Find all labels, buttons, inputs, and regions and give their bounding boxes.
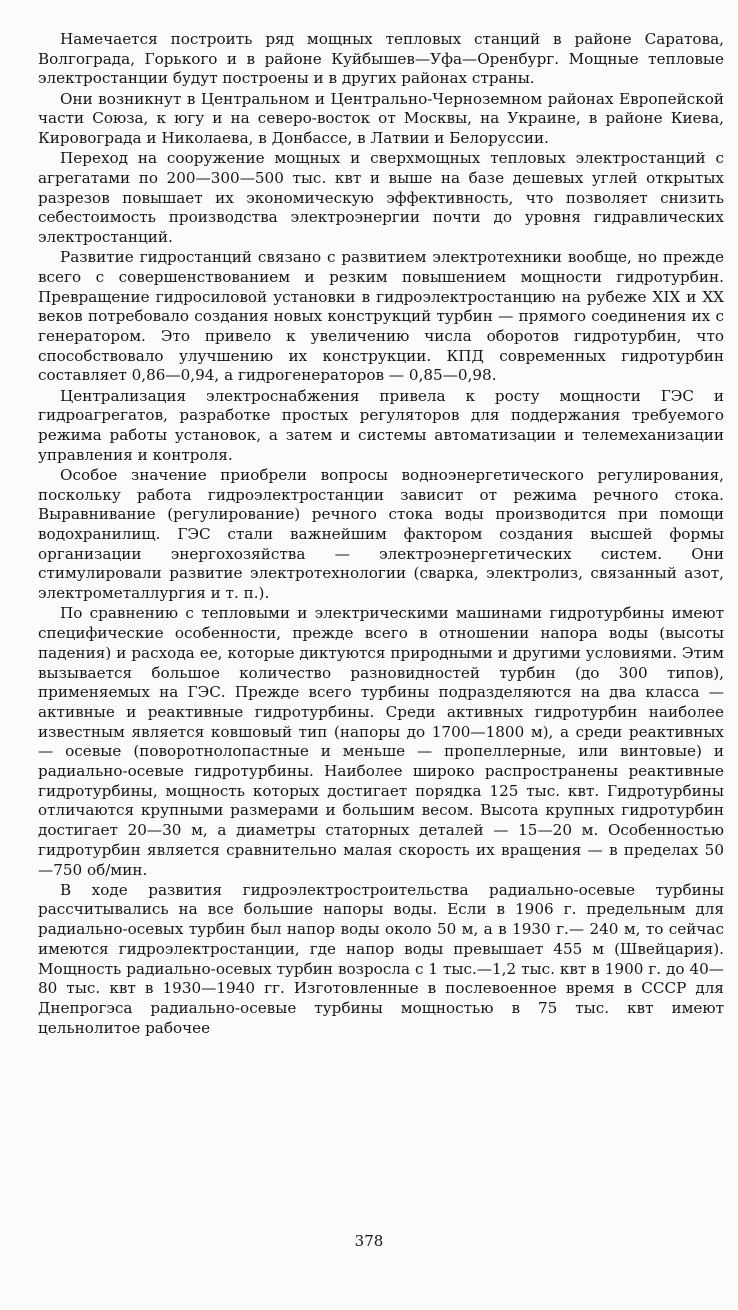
page-number: 378 [354,1232,384,1250]
paragraph-thermal-stations-plan: Намечается построить ряд мощных тепловых станций в районе Саратова, Волгограда, Горького и в районе Куйбышев—Уфа—Оренбург. Мощные тепловые электростанции будут построены и в других районах страны. [38,30,724,88]
paragraph-thermal-stations-regions: Они возникнут в Центральном и Центрально-Черноземном районах Европейской части Союза, к югу и на северо-восток от Москвы, на Украине, в районе Киева, Кировограда и Николаева, в Донбассе, в Латвии и Белоруссии. [38,89,724,148]
page-body [38,30,724,1038]
paragraph-hydro-turbine-development: Развитие гидростанций связано с развитием электротехники вообще, но прежде всего с совершенствованием и резким повышением мощности гидротурбин. Превращение гидросиловой установки в гидроэлектростанцию на рубеже XIX и XX веков потребовало создания новых конструкций турбин — прямого соединения их с генератором. Это привело к увеличению числа оборотов гидротурбин, что способствовало улучшению их конструкции. КПД современных гидротурбин составляет 0,86—0,94, а гидрогенераторов — 0,85—0,98. [38,248,724,385]
paragraph-superpower-stations: Переход на сооружение мощных и сверхмощных тепловых электростанций с агрегатами по 200—300—500 тыс. квт и выше на базе дешевых углей открытых разрезов повышает их экономическую эффективность, что позволяет снизить себестоимость производства электроэнергии почти до уровня гидравлических электростанций. [38,149,724,247]
paragraph-radial-axial-turbines: В ходе развития гидроэлектростроительства радиально-осевые турбины рассчитывались на все большие напоры воды. Если в 1906 г. предельным для радиально-осевых турбин был напор воды около 50 м, а в 1930 г.— 240 м, то сейчас имеются гидроэлектростанции, где напор воды превышает 455 м (Швейцария). Мощность радиально-осевых турбин возросла с 1 тыс.—1,2 тыс. квт в 1900 г. до 40—80 тыс. квт в 1930—1940 гг. Изготовленные в послевоенное время в СССР для Днепрогэса радиально-осевые турбины мощностью в 75 тыс. квт имеют цельнолитое рабочее [38,880,724,1037]
paragraph-water-regulation: Особое значение приобрели вопросы водноэнергетического регулирования, поскольку работа гидроэлектростанции зависит от режима речного стока. Выравнивание (регулирование) речного стока воды производится при помощи водохранилищ. ГЭС стали важнейшим фактором создания высшей формы организации энергохозяйства — электроэнергетических систем. Они стимулировали развитие электротехнологии (сварка, электролиз, связанный азот, электрометаллургия и т. п.). [38,465,724,603]
paragraph-turbine-types: По сравнению с тепловыми и электрическими машинами гидротурбины имеют специфические особенности, прежде всего в отношении напора воды (высоты падения) и расхода ее, которые диктуются природными и другими условиями. Этим вызывается большое количество разновидностей турбин (до 300 типов), применяемых на ГЭС. Прежде всего турбины подразделяются на два класса — активные и реактивные гидротурбины. Среди активных гидротурбин наиболее известным является ковшовый тип (напоры до 1700—1800 м), а среди реактивных — осевые (поворотнолопастные и меньше — пропеллерные, или винтовые) и радиально-осевые гидротурбины. Наиболее широко распространены реактивные гидротурбины, мощность которых достигает порядка 125 тыс. квт. Гидротурбины отличаются крупными размерами и большим весом. Высота крупных гидротурбин достигает 20—30 м, а диаметры статорных деталей — 15—20 м. Особенностью гидротурбин является сравнительно малая скорость их вращения — в пределах 50—750 об/мин. [38,604,724,879]
paragraph-centralization: Централизация электроснабжения привела к росту мощности ГЭС и гидроагрегатов, разработке простых регуляторов для поддержания требуемого режима работы установок, а затем и системы автоматизации и телемеханизации управления и контроля. [38,386,724,464]
